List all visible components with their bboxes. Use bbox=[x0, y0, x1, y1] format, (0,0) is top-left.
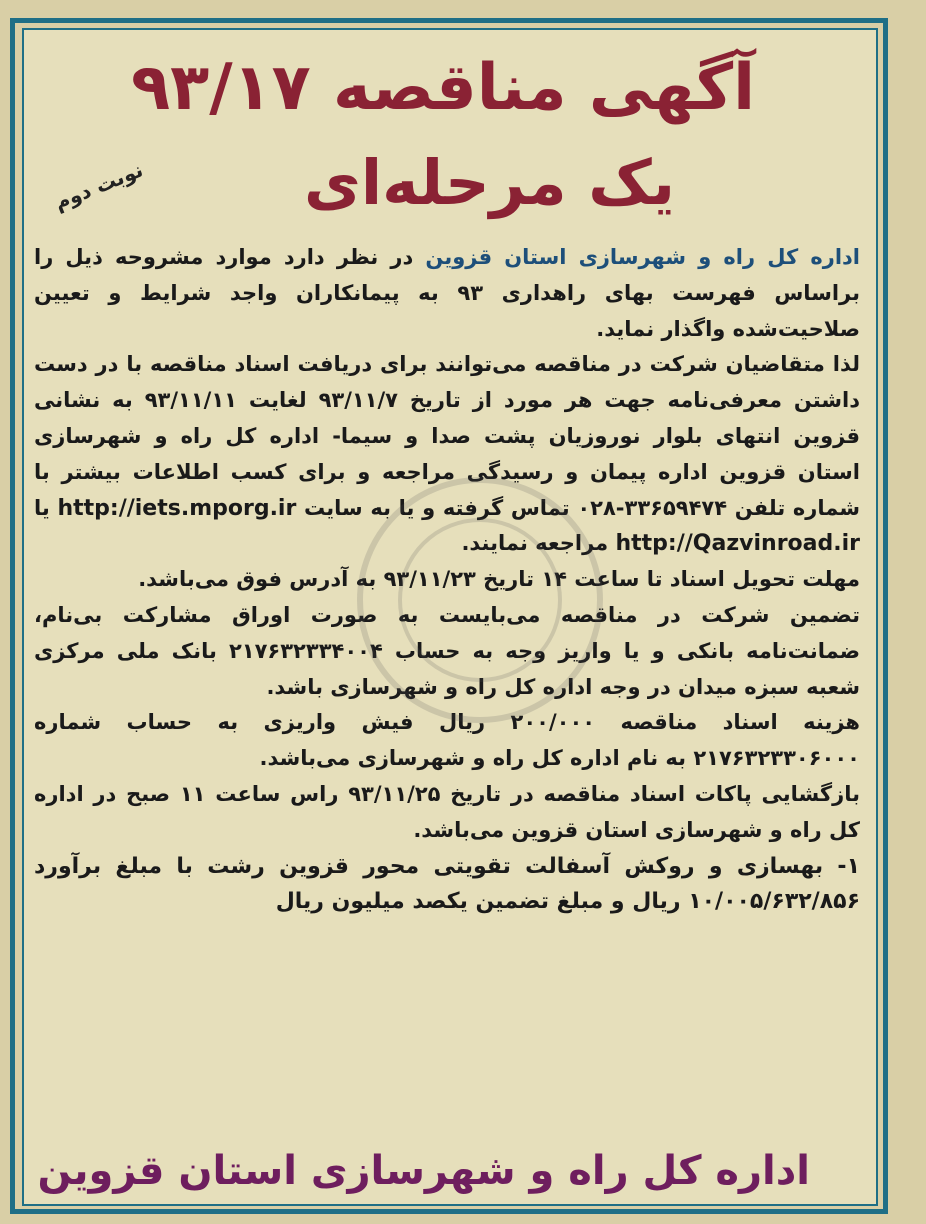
documents-text: لذا متقاضیان شرکت در مناقصه می‌توانند برای دریافت اسناد مناقصه با در دست داشتن معرفی‌نامه جهت هر مورد از تاریخ ۹۳/۱۱/۷ لغایت ۹۳/۱۱/۱۱ به نشانی قزوین انتهای بلوار نوروزیان پشت صدا و سیما- اداره کل راه و شهرسازی استان قزوین اداره پیمان و رسیدگی مراجعه و برای کسب اطلاعات بیشتر با شماره تلفن ۳۳۶۵۹۴۷۴-۰۲۸ تماس گرفته و یا به سایت bbox=[34, 352, 860, 520]
paragraph-documents bbox=[34, 347, 860, 562]
website-link-qazvinroad[interactable]: http://Qazvinroad.ir bbox=[615, 531, 860, 557]
notice-subtitle: یک مرحله‌ای bbox=[304, 146, 675, 219]
organization-name: اداره کل راه و شهرسازی استان قزوین bbox=[425, 245, 860, 269]
paragraph-guarantee: تضمین شرکت در مناقصه می‌بایست به صورت اوراق مشارکت بی‌نام، ضمانت‌نامه بانکی و یا واریز وجه به حساب ۲۱۷۶۳۲۳۳۴۰۰۴ بانک ملی مرکزی شعبه سبزه میدان در وجه اداره کل راه و شهرسازی باشد. bbox=[34, 602, 860, 699]
notice-title: آگهی مناقصه ۹۳/۱۷ bbox=[131, 51, 755, 125]
paragraph-opening: بازگشایی پاکات اسناد مناقصه در تاریخ ۹۳/۱۱/۲۵ راس ساعت ۱۱ صبح در اداره کل راه و شهرسازی استان قزوین می‌باشد. bbox=[34, 781, 860, 842]
website-link-iets[interactable]: http://iets.mporg.ir bbox=[57, 495, 297, 521]
notice-content bbox=[30, 34, 870, 1202]
intro-text: در نظر دارد موارد مشروحه ذیل را براساس فهرست بهای راهداری ۹۳ به پیمانکاران واجد شرایط و تعیین صلاحیت‌شده واگذار نماید. bbox=[34, 245, 860, 341]
paragraph-deadline: مهلت تحویل اسناد تا ساعت ۱۴ تاریخ ۹۳/۱۱/۲۳ به آدرس فوق می‌باشد. bbox=[138, 567, 860, 592]
footer-organization: اداره کل راه و شهرسازی استان قزوین bbox=[37, 1148, 810, 1194]
paragraph-fee: هزینه اسناد مناقصه ۲۰۰/۰۰۰ ریال فیش واریزی به حساب شماره ۲۱۷۶۳۲۳۳۰۶۰۰۰ به نام اداره کل راه و شهرسازی می‌باشد. bbox=[34, 710, 860, 771]
or-text: یا bbox=[34, 495, 58, 520]
refer-text: مراجعه نمایند. bbox=[461, 531, 616, 556]
paragraph-intro bbox=[34, 240, 860, 347]
round-label: نوبت دوم bbox=[50, 157, 147, 215]
notice-body bbox=[34, 240, 860, 920]
tender-item-1: ۱- بهسازی و روکش آسفالت تقویتی محور قزوین رشت با مبلغ برآورد ۱۰/۰۰۵/۶۳۲/۸۵۶ ریال و مبلغ تضمین یکصد میلیون ریال bbox=[34, 853, 860, 915]
